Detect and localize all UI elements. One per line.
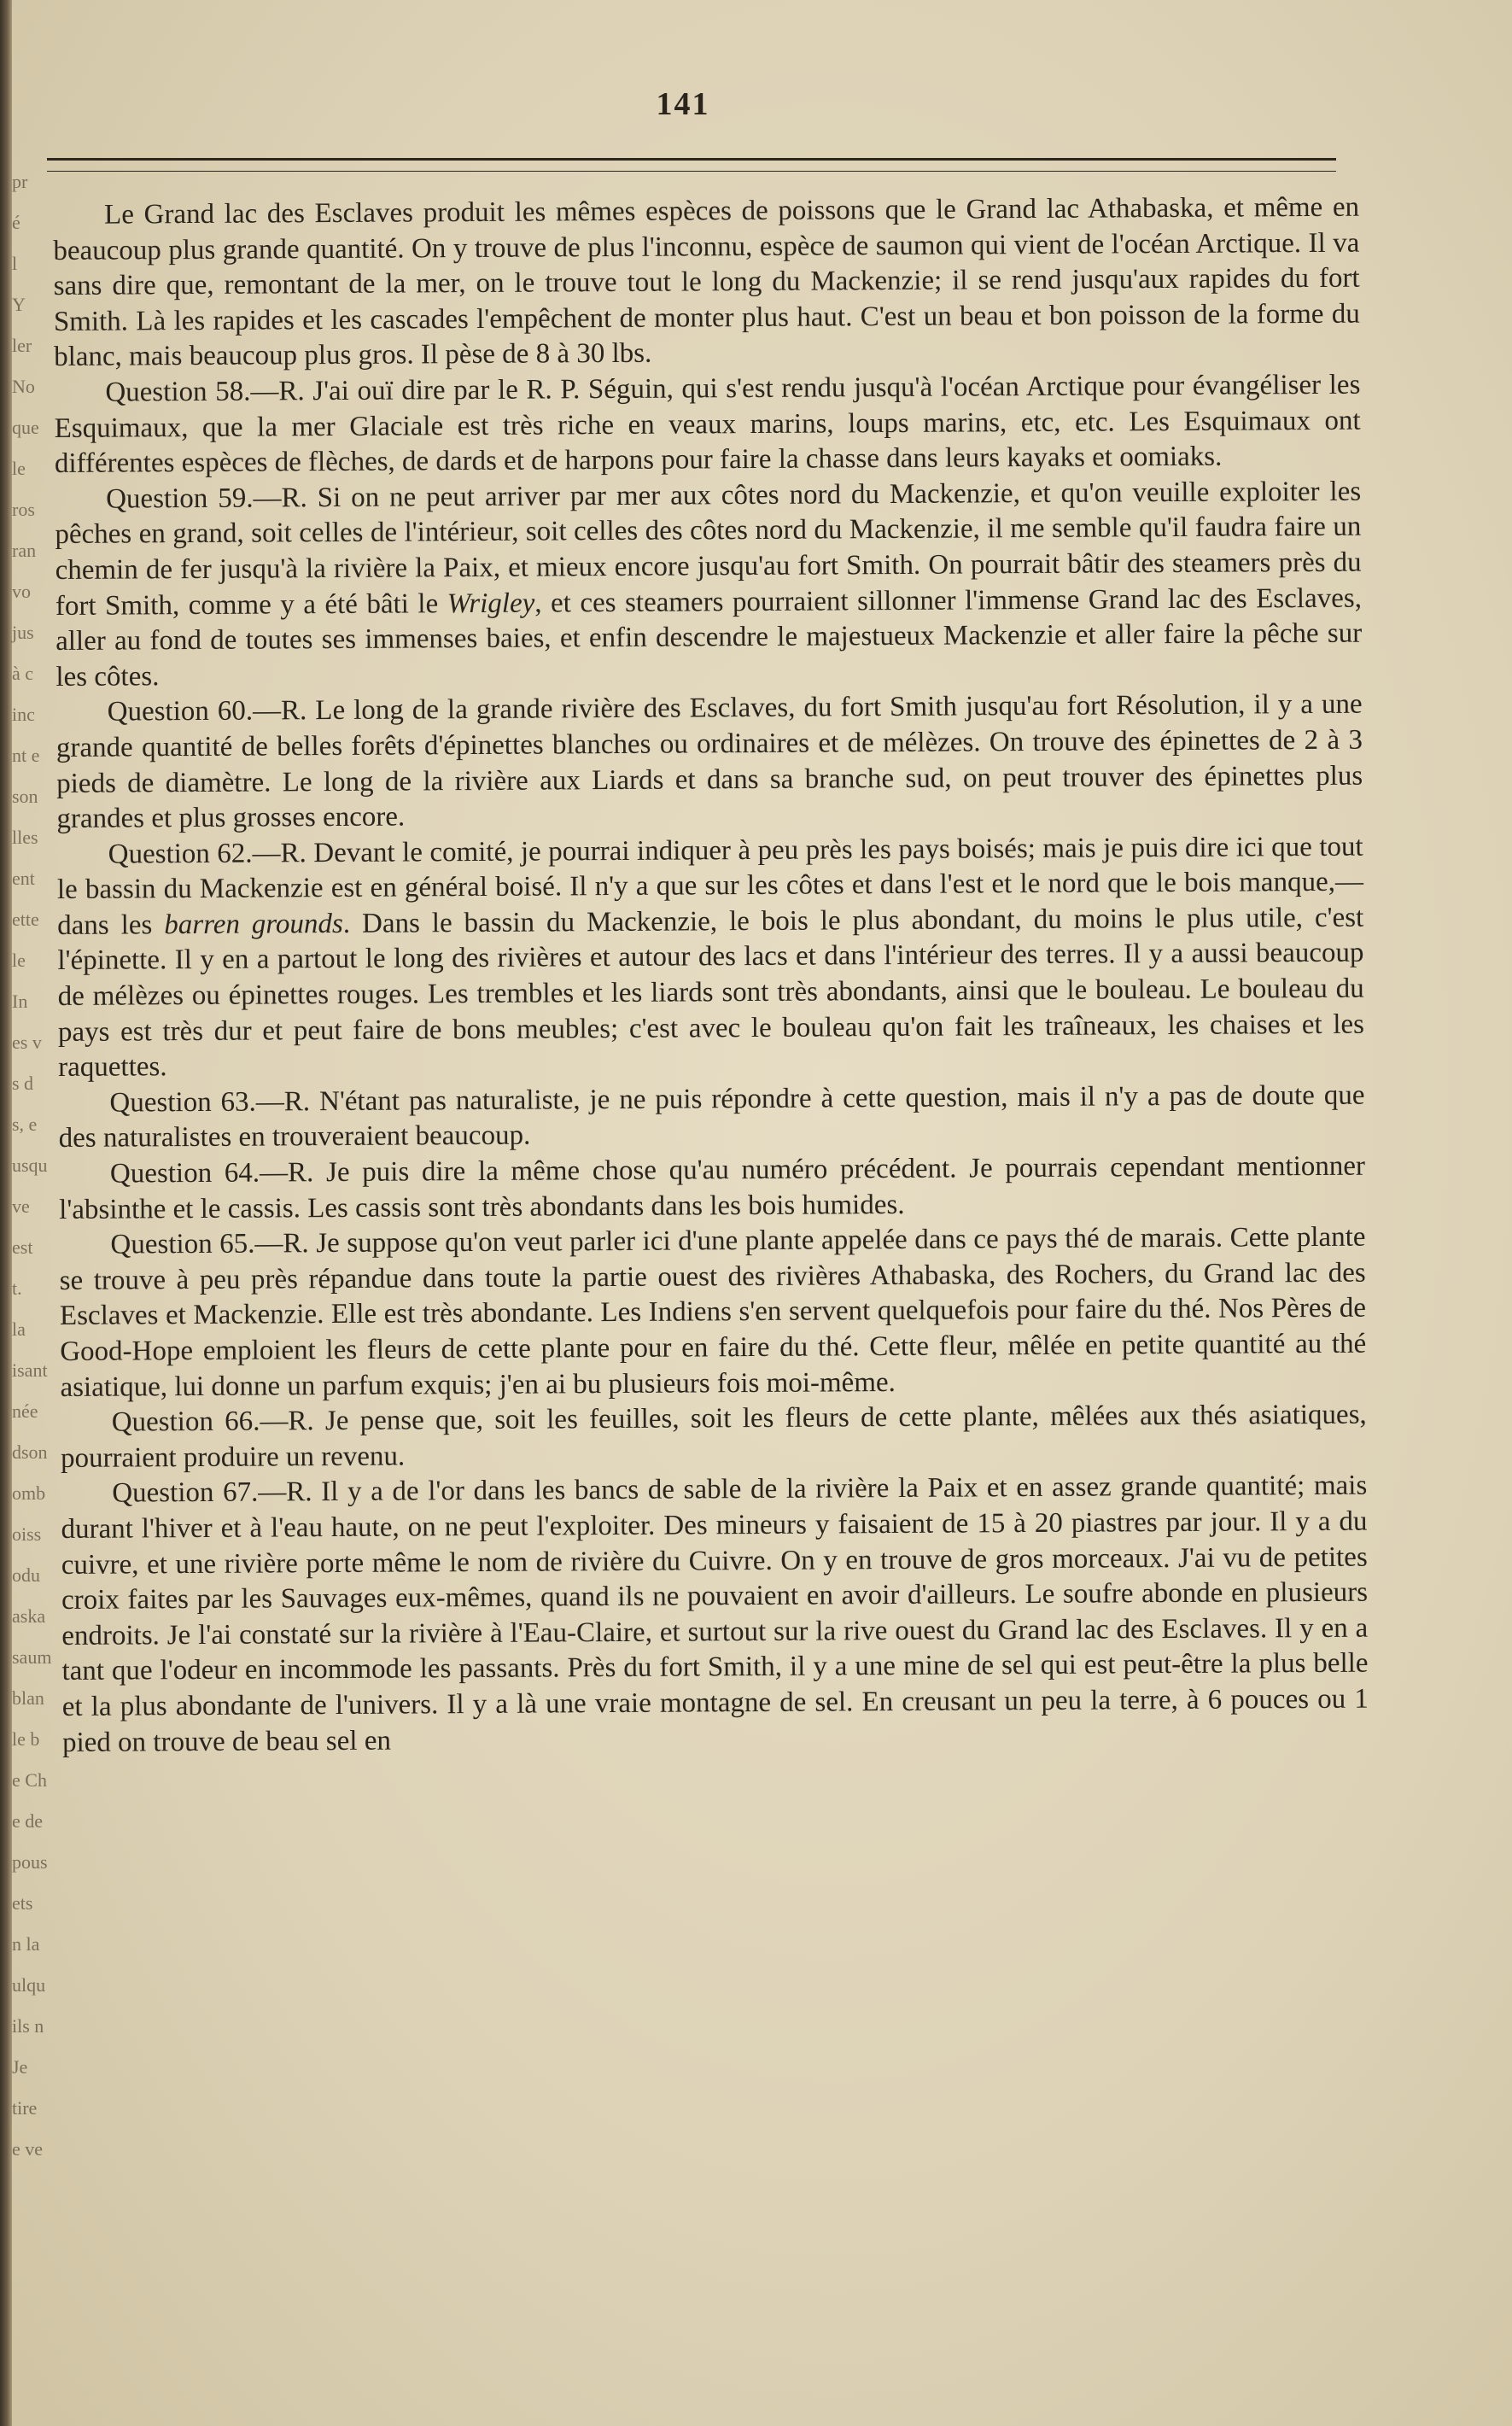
margin-fragment: ran [12, 540, 37, 561]
margin-fragment: ils n [12, 2015, 44, 2037]
margin-fragment: oiss [12, 1523, 42, 1545]
margin-fragment: ette [12, 909, 39, 930]
margin-fragment: née [12, 1400, 38, 1422]
adjacent-page-fragments [12, 171, 52, 2220]
margin-fragment: vo [12, 581, 31, 602]
paragraph [55, 474, 1362, 695]
margin-fragment: nt e [12, 745, 40, 766]
text-run: Question 64.—R. Je puis dire la même chose qu'au numéro précédent. Je pourrais cependant mentionner l'absinthe et le cassis. Les cassis sont très abondants dans les bois humides. [59, 1150, 1366, 1225]
paragraph [58, 1078, 1364, 1157]
paragraph [56, 687, 1363, 838]
page-number: 141 [656, 86, 710, 122]
margin-fragment: tire [12, 2097, 38, 2119]
margin-fragment: dson [12, 1441, 48, 1463]
margin-fragment: s d [12, 1073, 34, 1094]
text-run: Question 63.—R. N'étant pas naturaliste, je ne puis répondre à cette question, mais il n'y a pas de doute que des naturalistes en trouveraient beaucoup. [58, 1079, 1365, 1155]
margin-fragment: la [12, 1318, 26, 1340]
margin-fragment: In [12, 991, 28, 1012]
margin-fragment: No [12, 376, 35, 397]
margin-fragment: isant [12, 1359, 48, 1381]
margin-fragment: le b [12, 1728, 40, 1750]
margin-fragment: le [12, 458, 26, 479]
paragraph [59, 1149, 1365, 1229]
margin-fragment: ler [12, 335, 32, 356]
margin-fragment: aska [12, 1605, 46, 1627]
margin-fragment: est [12, 1236, 33, 1258]
margin-fragment: t. [12, 1277, 22, 1299]
margin-fragment: pous [12, 1851, 48, 1873]
text-run: Question 58.—R. J'ai ouï dire par le R. P. Séguin, qui s'est rendu jusqu'à l'océan Arctique pour évangéliser les Esquimaux, que la mer Glaciale est très riche en veaux marins, loups marins, etc, etc. Les Esquimaux ont différentes espèces de flèches, de dards et de harpons pour faire la chasse dans leurs kayaks et oomiaks. [54, 369, 1361, 480]
text-run: Question 59.—R. Si on ne peut arriver par mer aux côtes nord du Mackenzie, et qu'on veuille exploiter les pêches en grand, soit celles de l'intérieur, soit celles des côtes nord du Mackenzie, il me semble qu'il faudra faire un chemin de fer jusqu'à la rivière la Paix, et mieux encore jusqu'au fort Smith. On pourrait bâtir des steamers près du fort Smith, comme y a été bâti le [55, 476, 1362, 622]
margin-fragment: odu [12, 1564, 40, 1586]
text-run: Le Grand lac des Esclaves produit les mêmes espèces de poissons que le Grand lac Athabaska, et même en beaucoup plus grande quantité. On y trouve de plus l'inconnu, espèce de saumon qui vient de l'océan Arctique. Il va sans dire que, remontant de la mer, on le trouve tout le long du Mackenzie; il se rend jusqu'aux rapides du fort Smith. Là les rapides et les cascades l'empêchent de monter plus haut. C'est un beau et bon poisson de la forme du blanc, mais beaucoup plus gros. Il pèse de 8 à 30 lbs. [53, 191, 1360, 373]
margin-fragment: ent [12, 868, 35, 889]
margin-fragment: é [12, 212, 20, 233]
margin-fragment: son [12, 786, 38, 807]
margin-fragment: usqu [12, 1155, 48, 1176]
margin-fragment: omb [12, 1482, 46, 1504]
paragraph [53, 190, 1360, 376]
text-run: Question 62.—R. Devant le comité, je pourrai indiquer à peu près les pays boisés; mais je puis dire ici que tout le bassin du Mackenzie est en général boisé. Il n'y a que sur les côtes et dans l'est et le nord que le bois manque,—dans les [56, 831, 1364, 941]
paragraph [61, 1469, 1369, 1761]
text-run: Question 60.—R. Le long de la grande rivière des Esclaves, du fort Smith jusqu'au fort Résolution, il y a une grande quantité de belles forêts d'épinettes blanches ou ordinaires et de mélèzes. On trouve des épinettes de 2 à 3 pieds de diamètre. Le long de la rivière aux Liards et dans sa branche sud, on peut trouver des épinettes plus grandes et plus grosses encore. [55, 688, 1363, 835]
margin-fragment: lles [12, 827, 38, 848]
text-run: , et ces steamers pourraient sillonner l'immense Grand lac des Esclaves, aller au fond de toutes ses immenses baies, et enfin descendre le majestueux Mackenzie et aller faire la pêche sur les côtes. [55, 582, 1363, 693]
italic-text: barren grounds [164, 908, 343, 941]
margin-fragment: e de [12, 1810, 44, 1832]
italic-text: Wrigley [447, 588, 535, 619]
paragraph [57, 829, 1365, 1085]
text-run: . Dans le bassin du Mackenzie, le bois le plus abondant, du moins le plus utile, c'est l'épinette. Il y en a partout le long des rivières et autour des lacs et dans l'intérieur des terres. Il y a aussi beaucoup de mélèzes ou épinettes rouges. Les trembles et les liards sont très abondants, ainsi que le bouleau. Le bouleau du pays est très dur et peut faire de bons meubles; c'est avec le bouleau qu'on fait les traîneaux, les chaises et les raquettes. [57, 902, 1365, 1084]
margin-fragment: ros [12, 499, 35, 520]
text-run: Question 65.—R. Je suppose qu'on veut parler ici d'une plante appelée dans ce pays thé de marais. Cette plante se trouve à peu près répandue dans toute la partie ouest des rivières Athabaska, des Rochers, du Grand lac des Esclaves et Mackenzie. Elle est très abondante. Les Indiens s'en servent quelquefois pour faire du thé. Nos Pères de Good-Hope emploient les fleurs de cette plante pour en faire du thé. Cette fleur, mêlée en petite quantité au thé asiatique, lui donne un parfum exquis; j'en ai bu plusieurs fois moi-même. [59, 1221, 1367, 1403]
margin-fragment: pr [12, 171, 28, 192]
margin-fragment: jus [12, 622, 34, 643]
margin-fragment: Je [12, 2056, 28, 2078]
margin-fragment: e ve [12, 2138, 44, 2160]
margin-fragment: l [12, 253, 18, 274]
margin-fragment: ets [12, 1892, 33, 1914]
text-run: Question 67.—R. Il y a de l'or dans les bancs de sable de la rivière la Paix et en assez grande quantité; mais durant l'hiver et à l'eau haute, on ne peut l'exploiter. Des mineurs y faisaient de 15 à 20 piastres par jour. Il y a du cuivre, et une rivière porte même le nom de rivière du Cuivre. On y en trouve de gros morceaux. J'ai vu de petites croix faites par les Sauvages eux-mêmes, quand ils ne pouvaient en avoir d'ailleurs. Le soufre abonde en plusieurs endroits. Je l'ai constaté sur la rivière à l'Eau-Claire, et surtout sur la rive ouest du Grand lac des Esclaves. Il y en a tant que l'odeur en incommode les passants. Près du fort Smith, il y a une mine de sel qui est peut-être la plus belle et la plus abondante de l'univers. Il y a là une vraie montagne de sel. En creusant un peu la terre, à 6 pouces ou 1 pied on trouve de beau sel en [61, 1470, 1369, 1758]
paragraph [61, 1398, 1367, 1477]
margin-fragment: blan [12, 1687, 44, 1709]
margin-fragment: s, e [12, 1114, 38, 1135]
margin-fragment: es v [12, 1032, 42, 1053]
text-run: Question 66.—R. Je pense que, soit les feuilles, soit les fleurs de cette plante, mêlées aux thés asiatiques, pourraient produire un revenu. [60, 1399, 1367, 1474]
body-text [53, 190, 1369, 1761]
margin-fragment: ulqu [12, 1974, 46, 1996]
margin-fragment: à c [12, 663, 34, 684]
margin-fragment: saum [12, 1646, 52, 1668]
binding-gutter [0, 0, 12, 2426]
margin-fragment: n la [12, 1933, 40, 1955]
paragraph [59, 1220, 1366, 1406]
header-rule [47, 158, 1336, 172]
margin-fragment: Y [12, 294, 26, 315]
margin-fragment: ve [12, 1195, 30, 1217]
margin-fragment: le [12, 950, 26, 971]
paragraph [54, 368, 1361, 482]
margin-fragment: que [12, 417, 39, 438]
margin-fragment: e Ch [12, 1769, 47, 1791]
margin-fragment: inc [12, 704, 35, 725]
